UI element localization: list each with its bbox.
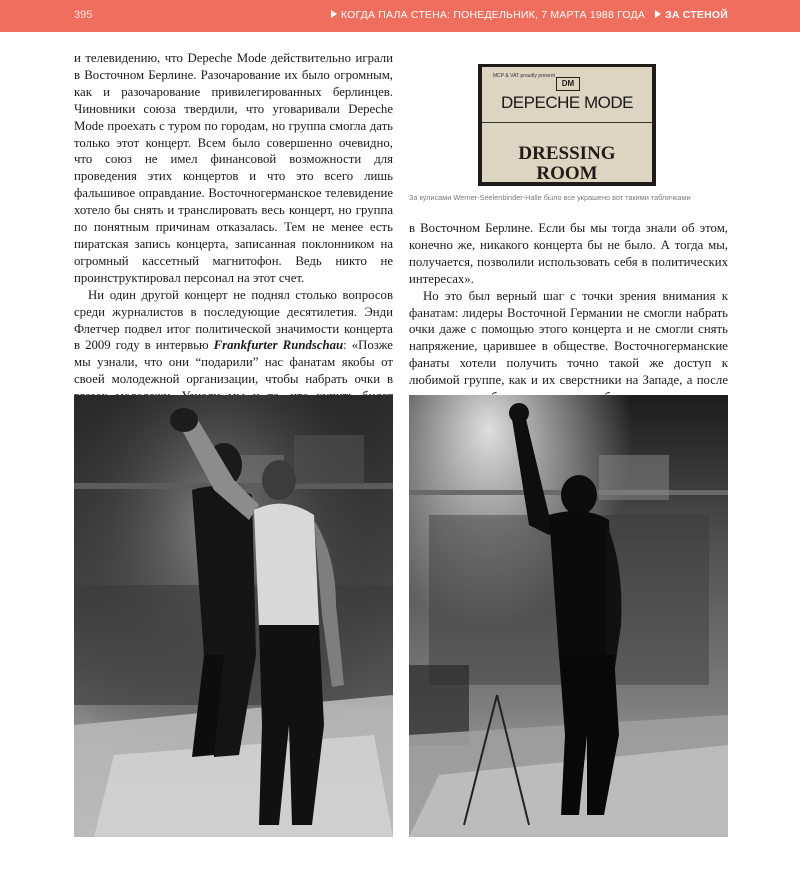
publication-name: Frankfurter Rundschau [213,338,344,353]
sign-presenter-text: MCP & VAT proudly present [493,73,555,79]
dressing-room-sign-photo [478,64,656,186]
right-paragraph-2: Но это был верный шаг с точки зрения внимания к фанатам: лидеры Восточной Германии не смогли набрать очки даже с помощью этого концерта и не смогли снять напряжение, царившее в обществе. Восточногерманские фанаты хотели получить точно такой же доступ к любимой группе, как и их сверстники на Западе, а после [409,288,728,388]
band-logo: DM [556,77,580,91]
breadcrumb-chapter: КОГДА ПАЛА СТЕНА: ПОНЕДЕЛЬНИК, 7 МАРТА 1988 ГОДА [340,9,646,21]
right-paragraph-1: в Восточном Берлине. Если бы мы тогда знали об этом, конечно же, никакого концерта бы не было. А тогда мы, получается, позволили использовать себя в политических интересах». [409,221,728,286]
running-header [0,0,800,32]
breadcrumb [331,9,728,21]
triangle-arrow-icon [655,10,661,18]
triangle-arrow-icon [331,10,337,18]
right-text-column [409,220,728,406]
sign-room-line-2: ROOM [536,163,598,184]
sign-card [482,67,652,182]
left-paragraph-1: и телевидению, что Depeche Mode действительно играли в Восточном Берлине. Разочарование их было огромным, как и разочарование привилегированных берлинцев. Чиновники союза твердили, что уговаривали Depeche Mode проехать с туром по городам, но группа смогла дать только этот концерт. Всем было совершенно очевидно, что союз не имел финансовой возможности для проведения этих концертов и что это всего лишь фальшивое оправдание. Восточногерманское телевидение хотело бы снять и транслировать весь концерт, но группа по понятным причинам отказалась. Тем не менее есть пиратская запись концерта, записанная поклонником на огромный кассетный магнитофон. Ведь никто не проинструктировал персонал на этот счет. [74,51,393,285]
concert-photo-right-image [409,395,728,837]
sign-band-name: DEPECHE MODE [501,93,633,112]
concert-photo-right [409,395,728,837]
paragraph-text: Ни один другой концерт не поднял столько вопросов среди журналистов в последующие десятилетия. Энди Флетчер подвел итог политической значимости концерта в 2009 году в интервью [74,287,393,353]
sign-room-line-1: DRESSING [518,143,616,164]
page-number: 395 [74,9,93,21]
sign-divider [482,122,652,123]
photo-caption: За кулисами Werner-Seelenbinder-Halle было все украшено вот такими табличками [409,193,691,202]
breadcrumb-section: ЗА СТЕНОЙ [665,9,728,21]
concert-photo-left-image [74,395,393,837]
paragraph-text: : «Позже мы узнали, что они “подарили” нас фанатам якобы от своей молодежной организации, чтобы набрать очки в [74,338,393,387]
concert-photo-left [74,395,393,837]
